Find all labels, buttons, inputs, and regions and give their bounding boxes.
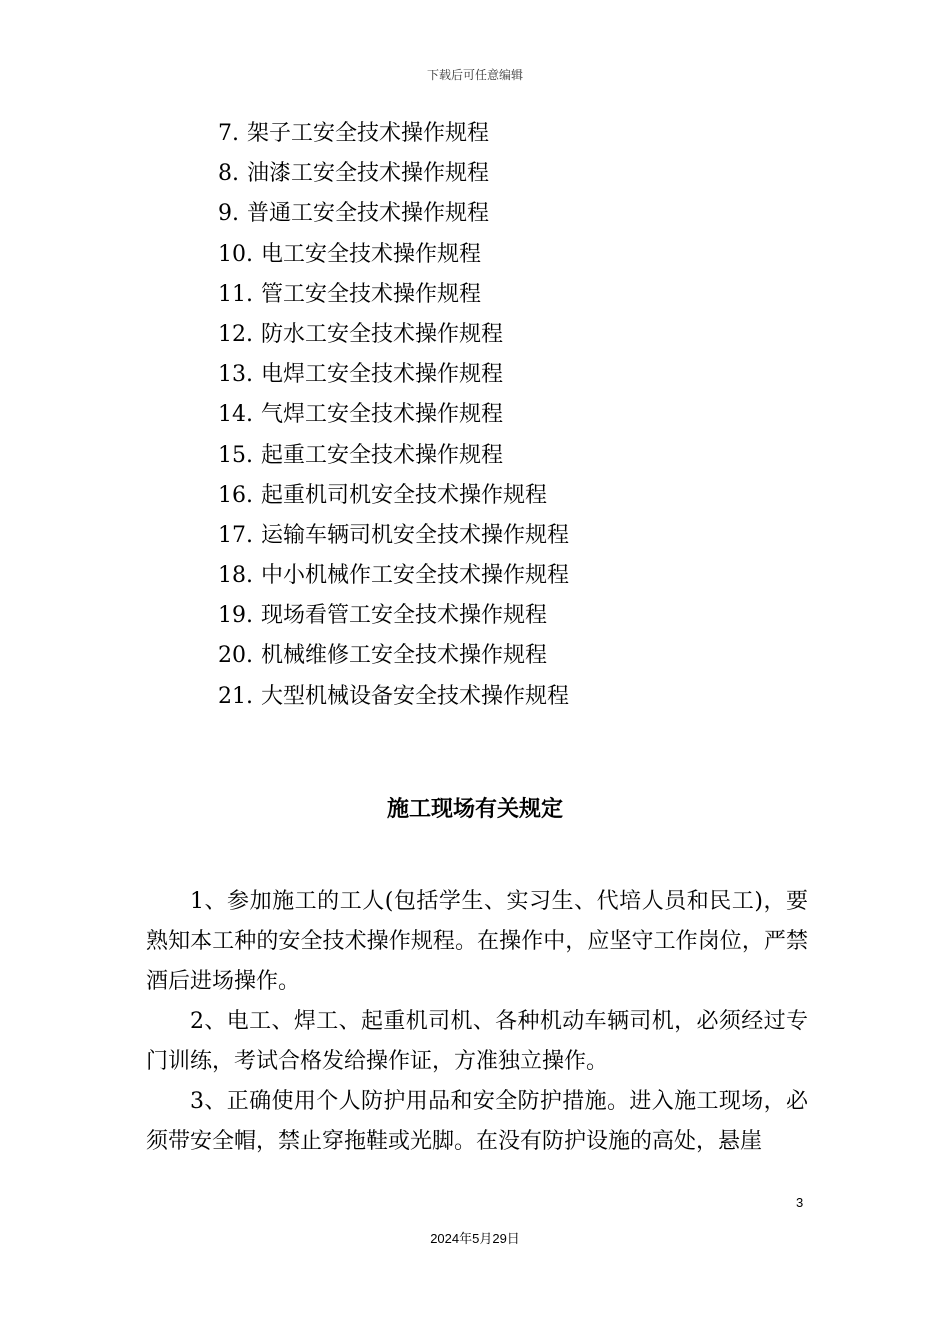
toc-item-label: 电工安全技术操作规程 — [261, 241, 482, 267]
section-body — [146, 882, 808, 1162]
toc-item — [218, 154, 569, 194]
toc-item-number: 21. — [218, 683, 253, 709]
toc-item-label: 现场看管工安全技术操作规程 — [261, 603, 548, 629]
toc-item-label: 机械维修工安全技术操作规程 — [261, 643, 548, 669]
page-header: 下载后可任意编辑 — [426, 68, 523, 82]
paragraph: 2、电工、焊工、起重机司机、各种机动车辆司机，必须经过专门训练，考试合格发给操作证，方准独立操作。 — [146, 1009, 808, 1074]
toc-item — [218, 556, 569, 596]
toc-item-number: 14. — [218, 402, 253, 428]
toc-item — [218, 194, 569, 234]
toc-item-label: 运输车辆司机安全技术操作规程 — [261, 522, 570, 548]
toc-item-number: 7. — [218, 121, 239, 146]
toc-item-number: 16. — [218, 482, 253, 508]
toc-item-number: 8. — [218, 161, 239, 187]
toc-item — [218, 355, 569, 395]
toc-item — [218, 516, 569, 556]
toc-item — [218, 315, 569, 355]
toc-item-number: 13. — [218, 362, 253, 388]
toc-item-label: 普通工安全技术操作规程 — [247, 201, 490, 227]
toc-item-label: 油漆工安全技术操作规程 — [247, 161, 490, 187]
toc-item-label: 架子工安全技术操作规程 — [247, 121, 490, 146]
toc-item-label: 大型机械设备安全技术操作规程 — [261, 683, 570, 709]
toc-item — [218, 395, 569, 435]
page-number: 3 — [796, 1195, 804, 1210]
paragraph: 1、参加施工的工人(包括学生、实习生、代培人员和民工)，要熟知本工种的安全技术操作规程。在操作中，应坚守工作岗位，严禁酒后进场操作。 — [146, 889, 808, 994]
toc-item-label: 气焊工安全技术操作规程 — [261, 402, 504, 428]
toc-list — [218, 114, 569, 717]
paragraph: 3、正确使用个人防护用品和安全防护措施。进入施工现场，必须带安全帽，禁止穿拖鞋或光脚。在没有防护设施的高处，悬崖 — [146, 1089, 808, 1154]
toc-item-label: 起重工安全技术操作规程 — [261, 442, 504, 468]
toc-item-label: 电焊工安全技术操作规程 — [261, 362, 504, 388]
toc-item — [218, 114, 569, 154]
toc-item-number: 19. — [218, 603, 253, 629]
toc-item-label: 防水工安全技术操作规程 — [261, 321, 504, 347]
toc-item-number: 18. — [218, 563, 253, 589]
toc-item-label: 中小机械作工安全技术操作规程 — [261, 563, 570, 589]
toc-item — [218, 235, 569, 275]
toc-item-number: 12. — [218, 321, 253, 347]
page-footer-date: 2024年5月29日 — [430, 1231, 520, 1246]
toc-item-number: 9. — [218, 201, 239, 227]
toc-item-number: 10. — [218, 241, 253, 267]
toc-item-label: 管工安全技术操作规程 — [261, 281, 482, 307]
toc-item-number: 15. — [218, 442, 253, 468]
toc-item — [218, 636, 569, 676]
toc-item — [218, 275, 569, 315]
toc-item-number: 11. — [218, 281, 253, 307]
toc-item — [218, 677, 569, 717]
toc-item — [218, 436, 569, 476]
section-title: 施工现场有关规定 — [386, 797, 563, 822]
toc-item — [218, 596, 569, 636]
toc-item-number: 17. — [218, 522, 253, 548]
toc-item-number: 20. — [218, 643, 253, 669]
toc-item-label: 起重机司机安全技术操作规程 — [261, 482, 548, 508]
toc-item — [218, 476, 569, 516]
